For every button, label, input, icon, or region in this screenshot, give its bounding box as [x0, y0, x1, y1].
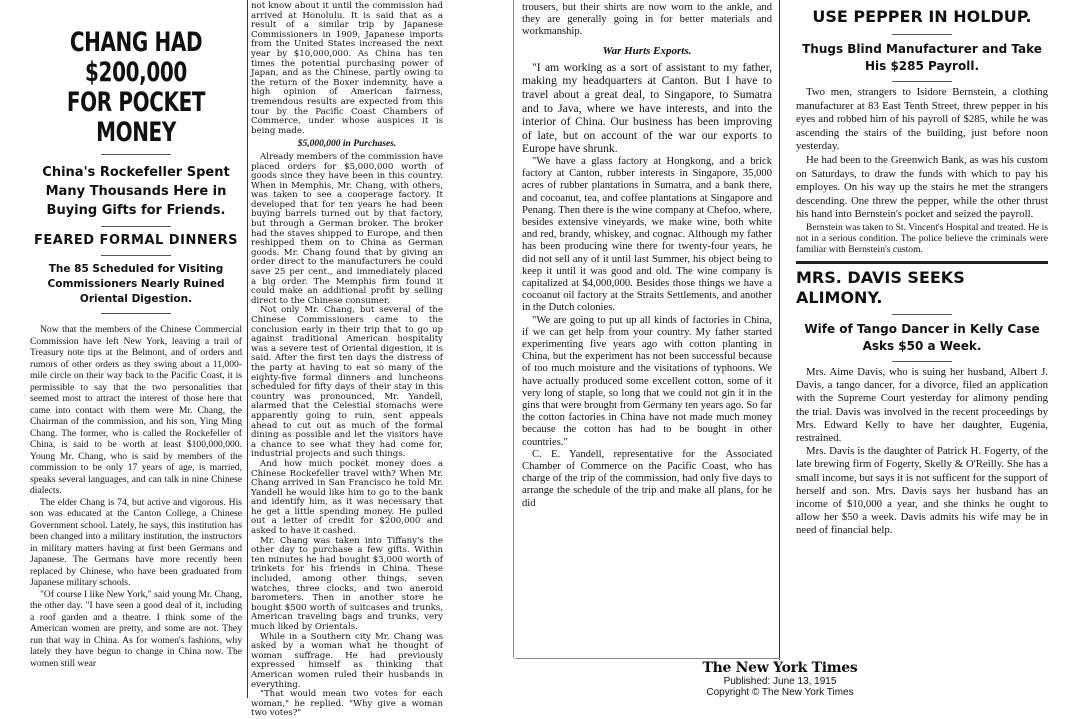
article-body-alimony [796, 366, 1048, 538]
paragraph: C. E. Yandell, representative for the Associated Chamber of Commerce on the Pacific Coast, who has charge of the trip of the commission, had only five days to arrange the schedule of the trip and make all plans, for he did [522, 448, 772, 509]
paragraph: "Of course I like New York," said young Mr. Chang, the other day. "I have seen a good deal of it, including a roof garden and a theatre. I think some of the American women are pretty, and some are not. They run that way in China. As for women's fashions, why lately they have begun to change in China now. The women still wear [30, 588, 242, 669]
column-bottom-rule [515, 658, 780, 659]
column-3 [522, 2, 772, 658]
subheading: War Hurts Exports. [602, 44, 692, 57]
divider [892, 361, 952, 362]
headline-pepper: USE PEPPER IN HOLDUP. [812, 7, 1032, 26]
paragraph: Mrs. Davis is the daughter of Patrick H. Fogerty, of the late brewing firm of Fogerty, Skelly & O'Reilly. She has a small income, but says it is not sufficent for the support of herself and son. Mrs. Davis says her husband has an income of $10,000 a year, and she thinks he ought to allow her $50 a week. Davis admits his wife may be in need of financial help. [796, 445, 1048, 537]
divider [892, 81, 952, 82]
divider [892, 314, 952, 315]
paragraph: Now that the members of the Chinese Commercial Commission have left New York, leaving a trail of Treasury note tips at the Belmont, and of orders and rumors of other orders as they swing about a 11,000-mile circle on their way back to the Pacific Coast, it is permissible to say that the two personalities that seemed most to attract the interest of those here that came into contact with them were Mr. Chang, the Chairman of the commission, and his son, Ying Ming Chang. The former, who is called the Rockefeller of China, is said to be worth at least $100,000,000. Young Mr. Chang, who is said by members of the commission to be only 17 years of age, is married, speaks several languages, and can talk in nine Chinese dialects. [30, 324, 242, 496]
paragraph: trousers, but their shirts are now worn to the ankle, and they are generally going in for better materials and workmanship. [522, 2, 772, 38]
paragraph: "We have a glass factory at Hongkong, and a brick factory at Canton, rubber interests in Singapore, 35,000 acres of rubber plantations in Sumatra, and a bank there, and cocoanut, tea, and coffee plantations at Singapore and Penang. Then there is the wine company at Chefoo, where, besides extensive vineyards, we make wine, both white and red, brandy, whiskey, and cognac. Although my father has been producing wine there for twenty-four years, he did not sell any of it until last Summer, his object being to keep it until it was good and old. The wine company is capitalized at $4,000,000. Besides those things we have a cocoanut oil factory at the Straits Settlements, and another in the Dutch colonies. [522, 155, 772, 314]
paragraph: Two men, strangers to Isidore Bernstein, a clothing manufacturer at 83 East Tenth Street, threw pepper in his eyes and robbed him of his payroll of $285, while he was ascending the stairs of the building, just before noon yesterday. [796, 86, 1048, 153]
paragraph: While in a Southern city Mr. Chang was asked by a woman what he thought of woman suffrage. He had previously expressed himself as thinking that American women ruled their husbands in everything. [251, 631, 443, 690]
column-rule [247, 0, 248, 698]
nyt-logo: The New York Times [702, 660, 858, 676]
divider [101, 154, 171, 155]
paragraph: Mrs. Aime Davis, who is suing her husband, Albert J. Davis, a tango dancer, for a divorce, filed an application with the Supreme Court yesterday for alimony pending the trial. Davis was involved in the recent proceedings by Mrs. Edward Kelly to have her daughter, Eugenia, restrained. [796, 365, 1048, 444]
deck-pepper: Thugs Blind Manufacturer and Take His $285 Payroll. [802, 42, 1042, 73]
headline-alimony: MRS. DAVIS SEEKS ALIMONY. [796, 267, 965, 307]
column-1 [30, 4, 242, 698]
divider [101, 313, 171, 314]
deck-alimony: Wife of Tango Dancer in Kelly Case Asks $50 a Week. [804, 321, 1040, 353]
paragraph: And how much pocket money does a Chinese Rockefeller travel with? When Mr. Chang arrived in San Francisco he told Mr. Yandell he would like him to go to the bank and identify him, as it was necessary that he get a little spending money. He pulled out a letter of credit for $200,000 and asked to have it cashed. [251, 458, 443, 537]
divider [101, 255, 171, 256]
page-gutter-edge [513, 0, 514, 658]
deck-2: FEARED FORMAL DINNERS [34, 233, 238, 248]
column-rule [779, 0, 780, 660]
divider [892, 34, 952, 35]
deck-1: China's Rockefeller Spent Many Thousands Here in Buying Gifts for Friends. [42, 165, 230, 218]
paragraph: Already members of the commission have placed orders for $5,000,000 worth of goods since they have been in this country. When in Memphis, Mr. Chang, with others, was taken to see a cooperage factory. It developed that for ten years he had been buying barrels turned out by that factory, but through a German broker. The broker had the staves shipped to Europe, and then reshipped them on to China as German goods. Mr. Chang found that by giving an order direct to the manufacturers he could save 25 per cent., and immediately placed a big order. The Memphis firm found it could make an additional profit by selling direct to the Chinese consumer. [251, 151, 443, 306]
article-body-pepper [796, 86, 1048, 255]
paragraph: Not only Mr. Chang, but several of the Chinese Commissioners came to the conclusion early in their trip that to go up against traditional American hospitality was a severe test of Oriental digestion, it is said. After the first ten days the distress of the party at having to eat so many of the eighty-five formal dinners and luncheons scheduled for fifty days of their stay in this country was pronounced, Mr. Yandell, alarmed that the Celestial stomachs were apparently going to ruin, sent appeals ahead to cut out as much of the formal dining as possible and let the visitors have a chance to see what they had come for, industrial projects and such things. [251, 305, 443, 460]
paragraph: The elder Chang is 74, but active and vigorous. His son was educated at the Canton College, a Chinese Government school. Lately, he says, this institution has been changed into a military institution, the instructors in military matters having at first been Germans and Japanese. The Germans have more recently been replaced by Chinese, who have been graduated from Japanese military schools. [30, 496, 243, 588]
paragraph: not know about it until the commission had arrived at Honolulu. It is said that as a result of a similar trip by Japanese Commissioners in 1909, Japanese imports from the United States increased the next year by $10,000,000. As China has ten times the potential purchasing power of Japan, and as the Chinese, partly owing to the return of the Boxer indemnity, have a high opinion of American fairness, tremendous results are expected from this tour by the Pacific Coast Chambers of Commerce, under whose auspices it is being made. [251, 1, 443, 136]
section-divider [796, 261, 1048, 264]
paragraph: "We are going to put up all kinds of factories in China, if we can get help from your country. My father started experimenting five years ago with cotton planting in China, but the experiment has not been successful because of too much moisture and the visitations of typhoons. We have actually produced some excellent cotton, some of it very long of staple, so long that we could not gin it in the gins that were brought from Germany ten years ago. So far the cotton factories in China have not made much money because the cotton has had to be bought in other countries." [522, 314, 772, 448]
deck-3: The 85 Scheduled for Visiting Commissioners Nearly Ruined Oriental Digestion. [47, 263, 225, 305]
copyright: Copyright © The New York Times [706, 687, 854, 698]
column-2 [251, 1, 443, 719]
footer [630, 660, 930, 698]
paragraph: Mr. Chang was taken into Tiffany's the other day to purchase a few gifts. Within ten minutes he had bought $3,000 worth of trinkets for his friends in China. These included, among other things, seven watches, three clocks, and two aneroid barometers. Then in another store he bought $500 worth of suitcases and trunks, American traveling bags and trunks, very much liked by Orientals. [251, 535, 443, 632]
paragraph: "I am working as a sort of assistant to my father, making my headquarters at Canton. But I have to travel about a great deal, to Singapore, to Sumatra and to Java, where we have interests, and into the interior of China. Our business has been improving of late, but on account of the war our exports to Europe have shrunk. [522, 60, 772, 156]
article-body-col1 [30, 324, 242, 669]
paragraph: Bernstein was taken to St. Vincent's Hospital and treated. He is not in a serious condition. The police believe the criminals were familiar with Bernstein's custom. [796, 221, 1048, 255]
headline-line-2: FOR POCKET MONEY [66, 87, 206, 148]
column-4 [796, 4, 1048, 698]
divider [101, 226, 171, 227]
subheading: $5,000,000 in Purchases. [297, 139, 397, 150]
paragraph: "That would mean two votes for each woman," he replied. "Why give a woman two votes?" [251, 689, 443, 719]
publish-date: Published: June 13, 1915 [723, 676, 837, 687]
paragraph: He had been to the Greenwich Bank, as was his custom on Saturdays, to draw the funds with which to pay his employes. On his way up the stairs he met the strangers descending. One threw the pepper, while the other thrust his hand into Bernstein's pocket and seized the payroll. [796, 153, 1048, 221]
headline-line-1: CHANG HAD $200,000 [69, 27, 203, 88]
